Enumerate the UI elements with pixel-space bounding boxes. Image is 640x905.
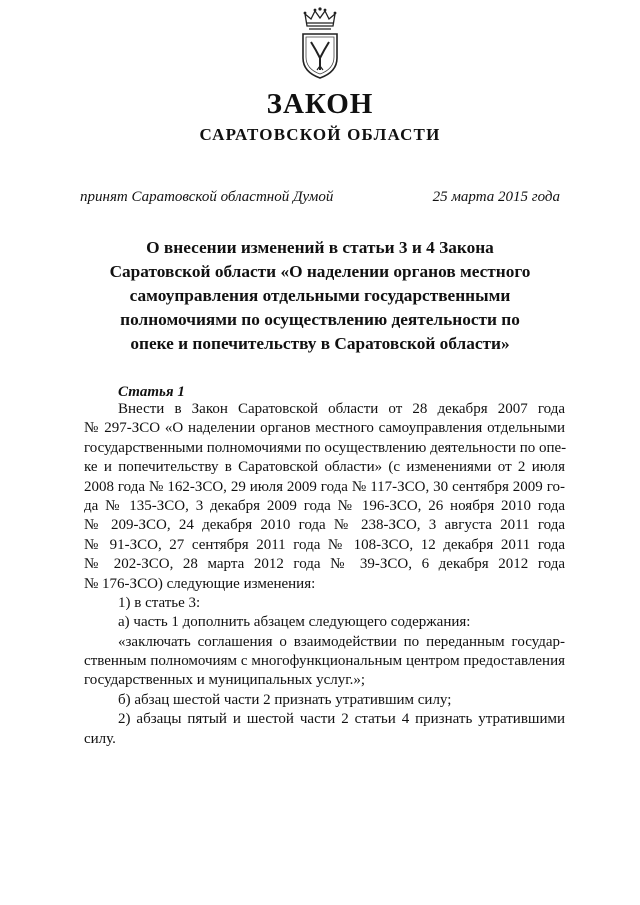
saratov-oblast-coat-of-arms-icon: [297, 6, 343, 82]
body-line: ке и попечительству в Саратовской области» (с изменениями от 2 июля: [84, 459, 565, 476]
title-line: О внесении изменений в статьи 3 и 4 Закона: [146, 238, 494, 257]
title-line: самоуправления отдельными государственными: [129, 286, 511, 305]
body-line: № 297-ЗСО «О наделении органов местного самоуправления отдельными: [84, 420, 565, 437]
body-line: ственным полномочиям с многофункциональным центром предоставления: [84, 653, 565, 670]
region-name: САРАТОВСКОЙ ОБЛАСТИ: [199, 125, 441, 144]
document-type: ЗАКОН: [266, 88, 374, 120]
title-line: Саратовской области «О наделении органов местного: [109, 262, 531, 281]
adopted-by: принят Саратовской областной Думой: [80, 189, 334, 205]
body-line: «заключать соглашения о взаимодействии по переданным государ-: [118, 633, 565, 650]
body-line: государственных и муниципальных услуг.»;: [84, 672, 366, 689]
article-body: [84, 400, 565, 749]
body-line: силу.: [84, 730, 116, 747]
body-line: государственными полномочиями по осуществлению деятельности по опе-: [84, 439, 567, 456]
body-line: да № 135-ЗСО, 3 декабря 2009 года № 196-ЗСО, 26 ноября 2010 года: [84, 497, 565, 514]
body-line: № 209-ЗСО, 24 декабря 2010 года № 238-ЗСО, 3 августа 2011 года: [84, 517, 565, 534]
body-line: 2) абзацы пятый и шестой части 2 статьи 4 признать утратившими: [118, 711, 565, 728]
body-line: № 202-ЗСО, 28 марта 2012 года № 39-ЗСО, 6 декабря 2012 года: [84, 556, 565, 573]
adoption-date: 25 марта 2015 года: [432, 189, 560, 205]
body-line: № 91-ЗСО, 27 сентября 2011 года № 108-ЗСО, 12 декабря 2011 года: [84, 536, 565, 553]
title-line: полномочиями по осуществлению деятельности по: [120, 310, 520, 329]
body-line: Внести в Закон Саратовской области от 28 декабря 2007 года: [118, 401, 565, 417]
body-line: б) абзац шестой части 2 признать утратившим силу;: [118, 691, 452, 708]
body-line: а) часть 1 дополнить абзацем следующего содержания:: [118, 614, 471, 631]
law-title: [70, 236, 570, 356]
article-heading: Статья 1: [118, 384, 185, 400]
body-line: № 176-ЗСО) следующие изменения:: [84, 575, 316, 592]
title-line: опеке и попечительству в Саратовской области»: [130, 334, 510, 353]
body-line: 2008 года № 162-ЗСО, 29 июля 2009 года № 117-ЗСО, 30 сентября 2009 го-: [84, 478, 565, 495]
body-line: 1) в статье 3:: [118, 594, 201, 611]
